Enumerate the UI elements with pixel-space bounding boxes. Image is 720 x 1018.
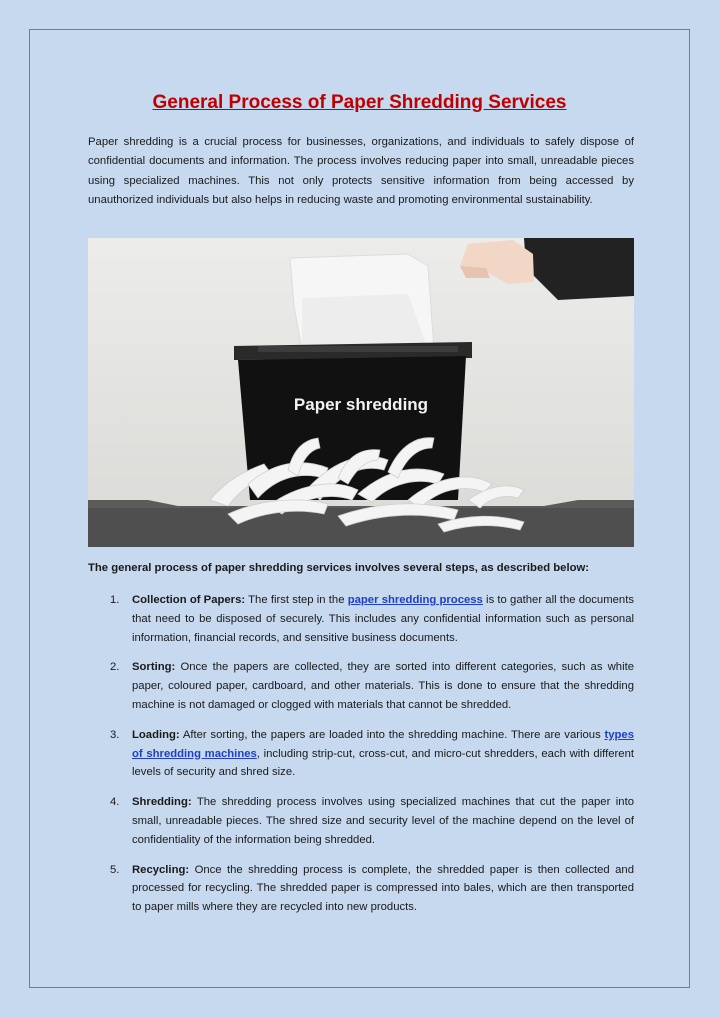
step-text: After sorting, the papers are loaded into the shredding machine. There are various [179,728,605,741]
step-number: 4. [110,796,120,809]
step-number: 1. [110,594,120,606]
page-title: General Process of Paper Shredding Services [152,92,567,113]
paper-shredding-process-link[interactable]: paper shredding process [347,594,483,606]
step-number: 2. [110,661,120,674]
step-text: is to gather all the documents that need to be disposed of securely. This includes any confidential information such as personal information, financial records, and sensitive business documents. [132,594,634,644]
step-text: The shredding process involves using specialized machines that cut the paper into small, unreadable pieces. The shred size and security level of the machine depend on the level of confidentiality of the information being shredded. [132,796,634,846]
step-title: Loading: [132,728,180,741]
steps-list [88,591,634,928]
document-page [29,29,690,988]
step-loading [88,726,634,782]
step-text: Once the papers are collected, they are sorted into different categories, such as white paper, coloured paper, cardboard, and other materials. This is done to ensure that the shredding machine is not damaged or clogged with materials that cannot be shredded. [132,661,634,711]
step-title: Recycling: [132,863,190,876]
shredder-photo [88,238,634,547]
step-number: 3. [110,728,120,741]
step-title: Collection of Papers: [132,594,246,606]
step-text: The first step in the [245,594,348,606]
intro-paragraph: Paper shredding is a crucial process for businesses, organizations, and individuals to safely dispose of confidential documents and information. The process involves reducing paper into small, unreadable pieces using specialized machines. This not only protects sensitive information from being accessed by unauthorized individuals but also helps in reducing waste and promoting environmental sustainability. [88,136,634,207]
step-shredding [88,793,634,849]
bin-label: Paper shredding [293,395,429,414]
step-title: Shredding: [132,796,192,809]
step-title: Sorting: [132,661,176,674]
step-sorting [88,658,634,714]
types-of-shredding-machines-link[interactable]: types of shredding machines [132,728,634,760]
step-collection [88,591,634,647]
step-recycling [88,861,634,917]
step-text: Once the shredding process is complete, the shredded paper is then collected and processed for recycling. The shredded paper is compressed into bales, which are then transported to paper mills where they are recycled into new products. [132,863,634,914]
step-text: , including strip-cut, cross-cut, and micro-cut shredders, each with different levels of security and shred size. [132,747,634,779]
steps-heading: The general process of paper shredding services involves several steps, as described below: [88,562,590,574]
step-number: 5. [110,863,120,876]
